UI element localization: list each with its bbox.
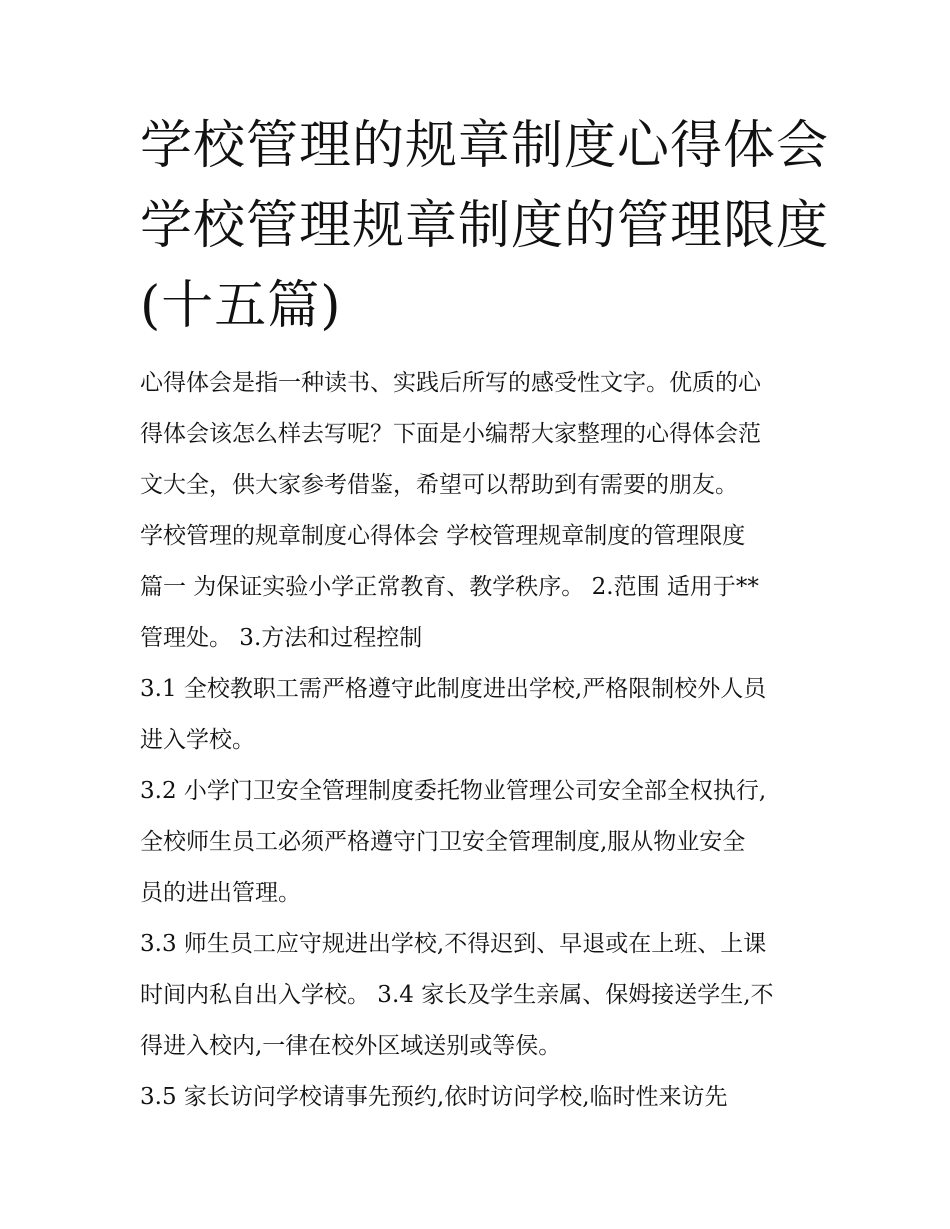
title-line: 学校管理的规章制度心得体会 xyxy=(140,116,830,176)
document-body xyxy=(140,358,820,1123)
text-line: 3.2 小学门卫安全管理制度委托物业管理公司安全部全权执行, xyxy=(140,778,767,804)
text-line: 管理处。 3.方法和过程控制 xyxy=(140,625,423,651)
text-line: 全校师生员工必须严格遵守门卫安全管理制度,服从物业安全 xyxy=(140,829,746,855)
document-title xyxy=(140,106,830,346)
document-page xyxy=(140,106,830,1123)
text-line: 学校管理的规章制度心得体会 学校管理规章制度的管理限度 xyxy=(140,523,746,549)
intro-paragraph xyxy=(140,358,820,511)
title-line: (十五篇) xyxy=(140,276,342,336)
title-line: 学校管理规章制度的管理限度 xyxy=(140,196,830,256)
text-line: 3.1 全校教职工需严格遵守此制度进出学校,严格限制校外人员 xyxy=(140,676,767,702)
text-line: 3.3 师生员工应守规进出学校,不得迟到、早退或在上班、上课 xyxy=(140,931,767,957)
text-line: 篇一 为保证实验小学正常教育、教学秩序。 2.范围 适用于** xyxy=(140,574,759,600)
clause-3-5 xyxy=(140,1072,820,1123)
clause-3-1 xyxy=(140,664,820,766)
text-line: 员的进出管理。 xyxy=(140,880,301,906)
section-heading-paragraph xyxy=(140,511,820,664)
text-line: 心得体会是指一种读书、实践后所写的感受性文字。优质的心 xyxy=(140,370,761,396)
clause-3-3 xyxy=(140,919,820,1072)
text-line: 文大全，供大家参考借鉴，希望可以帮助到有需要的朋友。 xyxy=(140,472,738,498)
text-line: 得体会该怎么样去写呢？下面是小编帮大家整理的心得体会范 xyxy=(140,421,761,447)
clause-3-2 xyxy=(140,766,820,919)
text-line: 3.5 家长访问学校请事先预约,依时访问学校,临时性来访先 xyxy=(140,1084,728,1110)
text-line: 得进入校内,一律在校外区域送别或等侯。 xyxy=(140,1033,562,1059)
text-line: 进入学校。 xyxy=(140,727,255,753)
text-line: 时间内私自出入学校。 3.4 家长及学生亲属、保姆接送学生,不 xyxy=(140,982,774,1008)
